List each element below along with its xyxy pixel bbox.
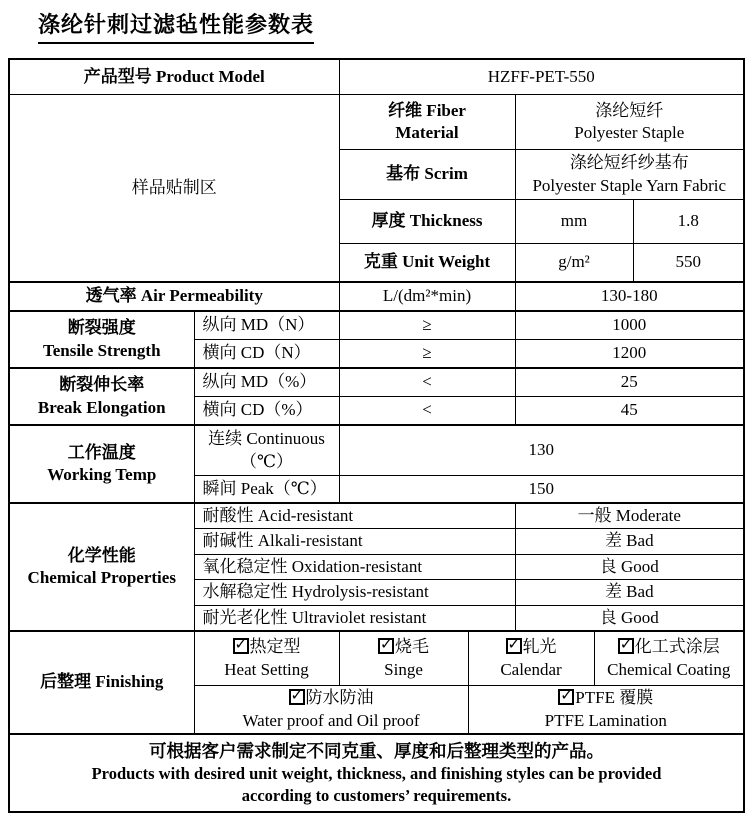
checkbox-checked-icon: [233, 638, 249, 654]
air-permeability-unit: L/(dm²*min): [339, 282, 515, 311]
finishing-singe-en: Singe: [384, 659, 423, 679]
tensile-strength-label: [9, 311, 194, 368]
checkbox-checked-icon: [618, 638, 634, 654]
finishing-chemical-coating-en: Chemical Coating: [607, 659, 731, 679]
finishing-option-calendar: [468, 631, 594, 686]
finishing-option-waterproof: [194, 686, 468, 734]
working-temp-label-en: Working Temp: [47, 465, 157, 484]
footer-note-cell: [9, 734, 744, 812]
finishing-chemical-coating-zh: 化工式涂层: [634, 637, 720, 657]
chemical-alkali-label: 耐碱性 Alkali-resistant: [194, 529, 515, 554]
footer-note-en-1: Products with desired unit weight, thickness, and finishing styles can be provided: [91, 763, 662, 783]
finishing-option-chemical-coating: [594, 631, 744, 686]
finishing-calendar-en: Calendar: [500, 659, 562, 679]
working-temp-continuous-sub-zh: 连续 Continuous: [208, 429, 325, 449]
tensile-md-value: 1000: [515, 311, 744, 340]
elongation-md-value: 25: [515, 368, 744, 397]
elongation-cd-value: 45: [515, 397, 744, 426]
row-chemical-acid: [9, 503, 744, 529]
scrim-value-zh: 涤纶短纤纱基布: [569, 153, 689, 173]
tensile-cd-sub: 横向 CD（N）: [194, 340, 339, 369]
working-temp-continuous-sub-unit: （℃）: [239, 451, 294, 471]
tensile-cd-op: ≥: [339, 340, 515, 369]
row-air-permeability: [9, 282, 744, 311]
chemical-properties-label-zh: 化学性能: [67, 545, 136, 565]
elongation-md-sub: 纵向 MD（%）: [194, 368, 339, 397]
row-elongation-md: [9, 368, 744, 397]
tensile-md-sub: 纵向 MD（N）: [194, 311, 339, 340]
chemical-acid-value: 一般 Moderate: [515, 503, 744, 529]
footer-note-zh: 可根据客户需求制定不同克重、厚度和后整理类型的产品。: [149, 740, 604, 761]
finishing-option-ptfe: [468, 686, 744, 734]
tensile-strength-label-en: Tensile Strength: [42, 340, 161, 360]
sample-area-cell: 样品贴制区: [9, 95, 339, 283]
finishing-ptfe-en: PTFE Lamination: [544, 710, 667, 730]
unit-weight-value: 550: [633, 244, 744, 283]
chemical-ultraviolet-value: 良 Good: [515, 605, 744, 631]
fiber-label: [339, 95, 515, 150]
chemical-properties-label-en: Chemical Properties: [27, 568, 176, 588]
thickness-unit: mm: [515, 200, 633, 244]
finishing-singe-zh: 烧毛: [395, 637, 430, 657]
fiber-value: [515, 95, 744, 150]
finishing-label: 后整理 Finishing: [9, 631, 194, 734]
chemical-oxidation-value: 良 Good: [515, 554, 744, 579]
fiber-value-zh: 涤纶短纤: [595, 100, 664, 120]
air-permeability-label: 透气率 Air Permeability: [9, 282, 339, 311]
working-temp-peak-value: 150: [339, 476, 744, 504]
scrim-value: [515, 150, 744, 200]
tensile-md-op: ≥: [339, 311, 515, 340]
chemical-ultraviolet-label: 耐光老化性 Ultraviolet resistant: [194, 605, 515, 631]
unit-weight-unit: g/m²: [515, 244, 633, 283]
break-elongation-label-zh: 断裂伸长率: [59, 375, 145, 395]
checkbox-checked-icon: [506, 638, 522, 654]
product-model-value: HZFF-PET-550: [339, 59, 744, 95]
spec-table: [8, 58, 745, 813]
tensile-cd-value: 1200: [515, 340, 744, 369]
row-finishing-1: [9, 631, 744, 686]
chemical-hydrolysis-label: 水解稳定性 Hydrolysis-resistant: [194, 580, 515, 605]
finishing-heat-setting-en: Heat Setting: [224, 659, 309, 679]
product-model-label: 产品型号 Product Model: [9, 59, 339, 95]
footer-note-en-2: according to customers’ requirements.: [241, 785, 512, 805]
finishing-option-heat-setting: [194, 631, 339, 686]
working-temp-label: [9, 425, 194, 503]
row-working-temp-continuous: [9, 425, 744, 476]
elongation-md-op: <: [339, 368, 515, 397]
working-temp-label-zh: 工作温度: [67, 442, 136, 462]
chemical-hydrolysis-value: 差 Bad: [515, 580, 744, 605]
working-temp-peak-sub: 瞬间 Peak（℃）: [194, 476, 339, 504]
row-fiber: [9, 95, 744, 150]
checkbox-checked-icon: [558, 689, 574, 705]
page-title: [38, 8, 314, 44]
checkbox-checked-icon: [378, 638, 394, 654]
finishing-waterproof-zh: 防水防油: [305, 688, 374, 708]
row-product-model: [9, 59, 744, 95]
break-elongation-label-en: Break Elongation: [37, 397, 166, 417]
tensile-strength-label-zh: 断裂强度: [67, 318, 136, 338]
row-tensile-md: [9, 311, 744, 340]
finishing-calendar-zh: 轧光: [522, 637, 557, 657]
thickness-value: 1.8: [633, 200, 744, 244]
fiber-label-zh: 纤维 Fiber: [388, 100, 466, 120]
working-temp-continuous-sub: [194, 425, 339, 476]
page-title-text: 涤纶针刺过滤毡性能参数表: [38, 8, 314, 44]
fiber-label-en: Material: [395, 123, 459, 142]
chemical-properties-label: [9, 503, 194, 631]
fiber-value-en: Polyester Staple: [574, 123, 685, 142]
elongation-cd-op: <: [339, 397, 515, 426]
working-temp-continuous-value: 130: [339, 425, 744, 476]
chemical-acid-label: 耐酸性 Acid-resistant: [194, 503, 515, 529]
air-permeability-value: 130-180: [515, 282, 744, 311]
row-footer-note: [9, 734, 744, 812]
thickness-label: 厚度 Thickness: [339, 200, 515, 244]
finishing-option-singe: [339, 631, 468, 686]
finishing-heat-setting-zh: 热定型: [249, 637, 301, 657]
scrim-label: 基布 Scrim: [339, 150, 515, 200]
finishing-ptfe-zh: PTFE 覆膜: [575, 688, 654, 708]
unit-weight-label: 克重 Unit Weight: [339, 244, 515, 283]
elongation-cd-sub: 横向 CD（%）: [194, 397, 339, 426]
checkbox-checked-icon: [289, 689, 305, 705]
chemical-alkali-value: 差 Bad: [515, 529, 744, 554]
chemical-oxidation-label: 氧化稳定性 Oxidation-resistant: [194, 554, 515, 579]
scrim-value-en: Polyester Staple Yarn Fabric: [532, 175, 727, 195]
break-elongation-label: [9, 368, 194, 425]
finishing-waterproof-en: Water proof and Oil proof: [242, 710, 420, 730]
